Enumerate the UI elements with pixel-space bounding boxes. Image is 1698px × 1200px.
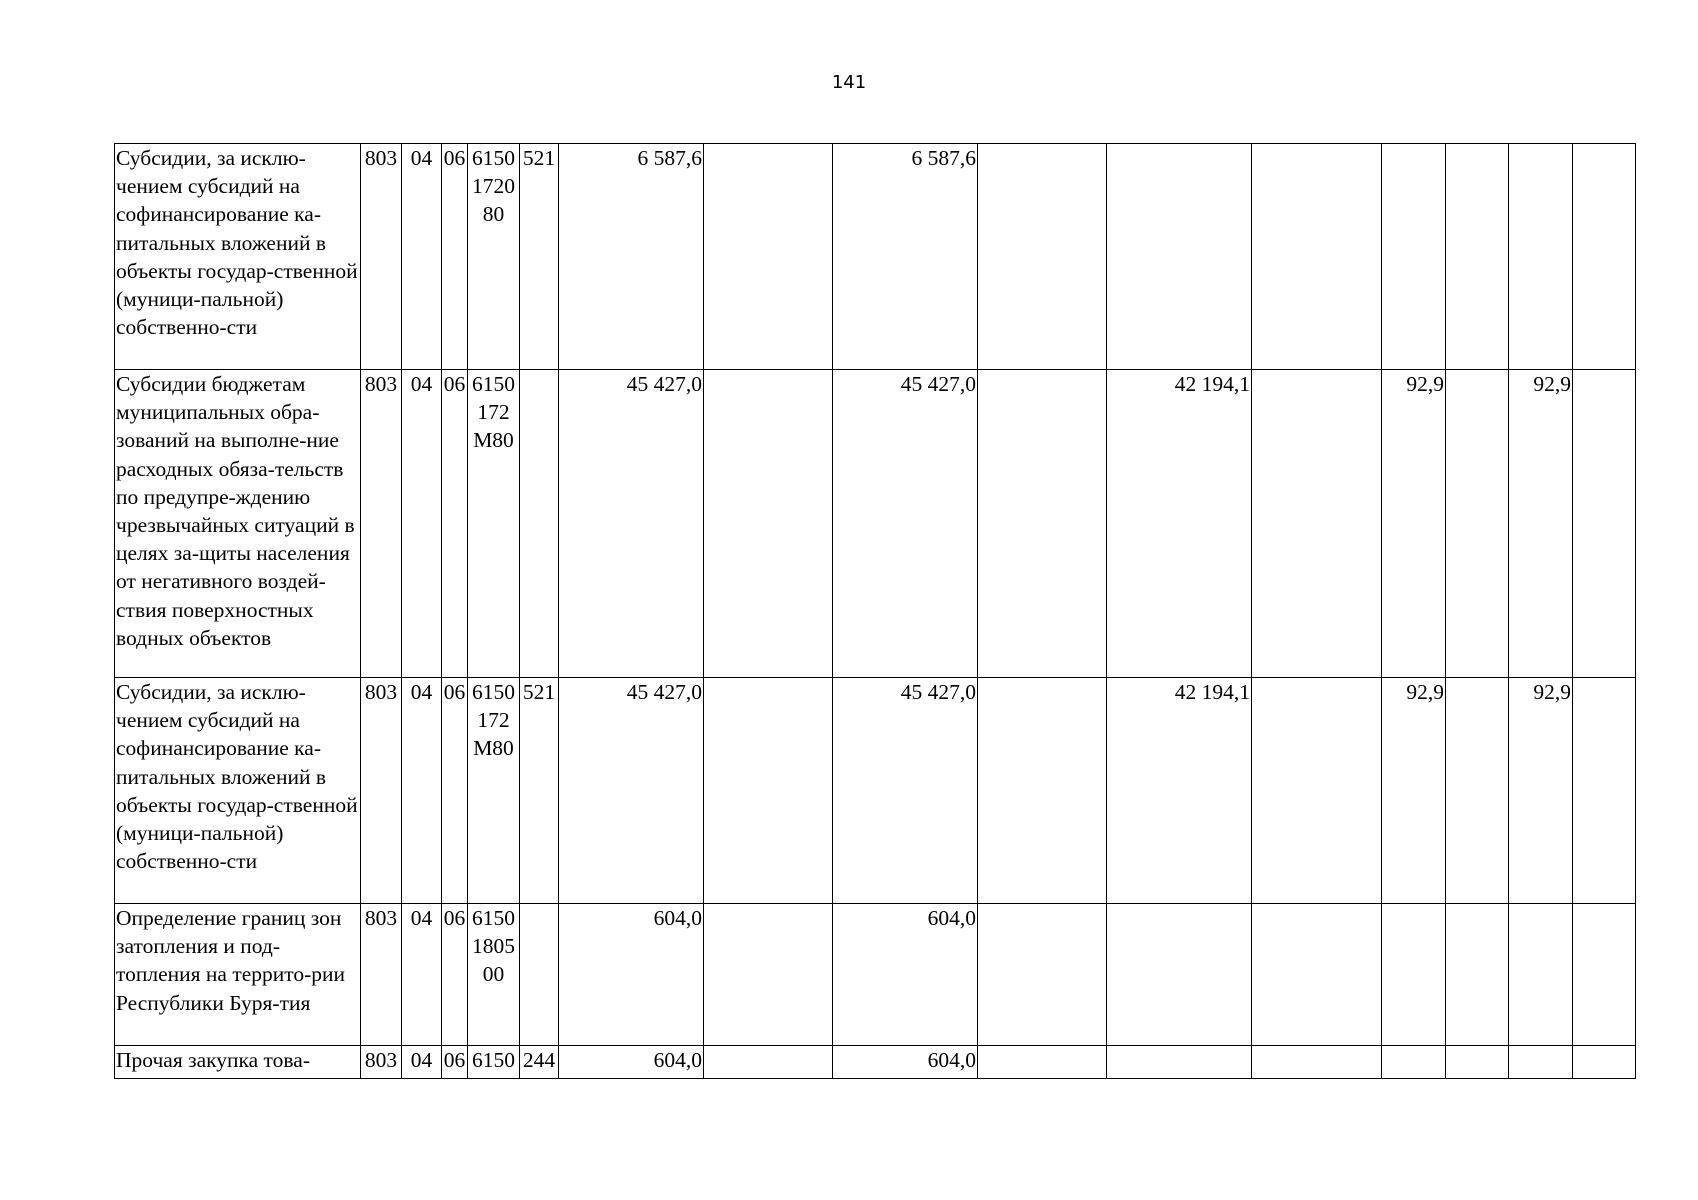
amount-cell [1107, 144, 1252, 370]
subsection-code-cell: 06 [442, 1046, 468, 1079]
target-article-cell [468, 370, 520, 678]
expense-type-cell [520, 370, 559, 678]
target-article-line: 6150 [472, 146, 515, 170]
amount-cell [978, 904, 1107, 1046]
section-code-cell: 04 [402, 904, 442, 1046]
amount-cell [704, 678, 833, 904]
amount-cell [1252, 678, 1382, 904]
percent-cell [1382, 1046, 1446, 1079]
target-article-line: М80 [473, 736, 514, 761]
target-article-line: 6150 [472, 906, 515, 930]
table-row [115, 1046, 1636, 1079]
amount-cell [978, 370, 1107, 678]
ministry-code-cell: 803 [361, 1046, 402, 1079]
amount-cell [1252, 1046, 1382, 1079]
percent-cell [1446, 1046, 1509, 1079]
amount-cell [978, 678, 1107, 904]
percent-cell [1573, 904, 1636, 1046]
expense-name-cell: Определение границ зон затопления и под-топления на террито-рии Республики Буря-тия [115, 904, 361, 1046]
amount-cell: 45 427,0 [833, 678, 978, 904]
percent-cell [1509, 144, 1573, 370]
amount-cell [704, 904, 833, 1046]
expense-type-cell [520, 904, 559, 1046]
target-article-line: 6150 [472, 680, 515, 704]
target-article-line: 172 [477, 708, 510, 733]
table-row [115, 904, 1636, 1046]
amount-cell: 45 427,0 [833, 370, 978, 678]
subsection-code-cell: 06 [442, 904, 468, 1046]
table-row [115, 678, 1636, 904]
target-article-line: М80 [473, 428, 514, 453]
expense-name-cell: Субсидии, за исклю-чением субсидий на софинансирование ка-питальных вложений в объекты государ-ственной (муници-пальной) собственно-сти [115, 678, 361, 904]
expense-name-cell: Субсидии, за исклю-чением субсидий на софинансирование ка-питальных вложений в объекты государ-ственной (муници-пальной) собственно-сти [115, 144, 361, 370]
percent-cell [1573, 370, 1636, 678]
target-article-line: 80 [482, 202, 505, 227]
target-article-line: 172 [477, 400, 510, 425]
amount-cell [704, 370, 833, 678]
target-article-cell [468, 1046, 520, 1079]
target-article-cell [468, 904, 520, 1046]
expense-name-cell: Прочая закупка това- [115, 1046, 361, 1079]
percent-cell [1509, 1046, 1573, 1079]
budget-table [114, 143, 1636, 1079]
amount-cell [1252, 370, 1382, 678]
amount-cell: 45 427,0 [559, 678, 704, 904]
target-article-line: 00 [482, 962, 505, 987]
percent-cell [1446, 678, 1509, 904]
amount-cell: 604,0 [559, 904, 704, 1046]
section-code-cell: 04 [402, 370, 442, 678]
ministry-code-cell: 803 [361, 370, 402, 678]
percent-cell [1446, 144, 1509, 370]
table-row [115, 370, 1636, 678]
target-article-line: 6150 [472, 1048, 515, 1072]
amount-cell [1107, 1046, 1252, 1079]
percent-cell: 92,9 [1509, 678, 1573, 904]
page-number: 141 [831, 72, 867, 93]
table-row [115, 144, 1636, 370]
section-code-cell: 04 [402, 678, 442, 904]
percent-cell: 92,9 [1382, 370, 1446, 678]
amount-cell [1252, 904, 1382, 1046]
amount-cell: 6 587,6 [559, 144, 704, 370]
target-article-line: 1805 [472, 934, 515, 959]
amount-cell: 6 587,6 [833, 144, 978, 370]
percent-cell [1573, 1046, 1636, 1079]
amount-cell: 42 194,1 [1107, 678, 1252, 904]
percent-cell: 92,9 [1382, 678, 1446, 904]
ministry-code-cell: 803 [361, 144, 402, 370]
amount-cell: 604,0 [833, 904, 978, 1046]
amount-cell: 42 194,1 [1107, 370, 1252, 678]
subsection-code-cell: 06 [442, 144, 468, 370]
amount-cell: 604,0 [559, 1046, 704, 1079]
ministry-code-cell: 803 [361, 904, 402, 1046]
expense-name-cell: Субсидии бюджетам муниципальных обра-зований на выполне-ние расходных обяза-тельств по предупре-ждению чрезвычайных ситуаций в целях за-щиты населения от негативного воздей-ствия поверхностных водных объектов [115, 370, 361, 678]
target-article-line: 1720 [472, 174, 515, 199]
percent-cell [1382, 144, 1446, 370]
percent-cell [1573, 144, 1636, 370]
subsection-code-cell: 06 [442, 678, 468, 904]
target-article-cell [468, 144, 520, 370]
amount-cell [1252, 144, 1382, 370]
amount-cell [1107, 904, 1252, 1046]
amount-cell [704, 1046, 833, 1079]
percent-cell [1446, 370, 1509, 678]
amount-cell [978, 144, 1107, 370]
expense-type-cell: 521 [520, 678, 559, 904]
percent-cell [1382, 904, 1446, 1046]
section-code-cell: 04 [402, 1046, 442, 1079]
expense-type-cell: 244 [520, 1046, 559, 1079]
target-article-cell [468, 678, 520, 904]
ministry-code-cell: 803 [361, 678, 402, 904]
target-article-line: 6150 [472, 372, 515, 396]
expense-type-cell: 521 [520, 144, 559, 370]
amount-cell: 604,0 [833, 1046, 978, 1079]
subsection-code-cell: 06 [442, 370, 468, 678]
section-code-cell: 04 [402, 144, 442, 370]
percent-cell [1446, 904, 1509, 1046]
amount-cell [978, 1046, 1107, 1079]
percent-cell [1573, 678, 1636, 904]
percent-cell [1509, 904, 1573, 1046]
amount-cell: 45 427,0 [559, 370, 704, 678]
amount-cell [704, 144, 833, 370]
percent-cell: 92,9 [1509, 370, 1573, 678]
